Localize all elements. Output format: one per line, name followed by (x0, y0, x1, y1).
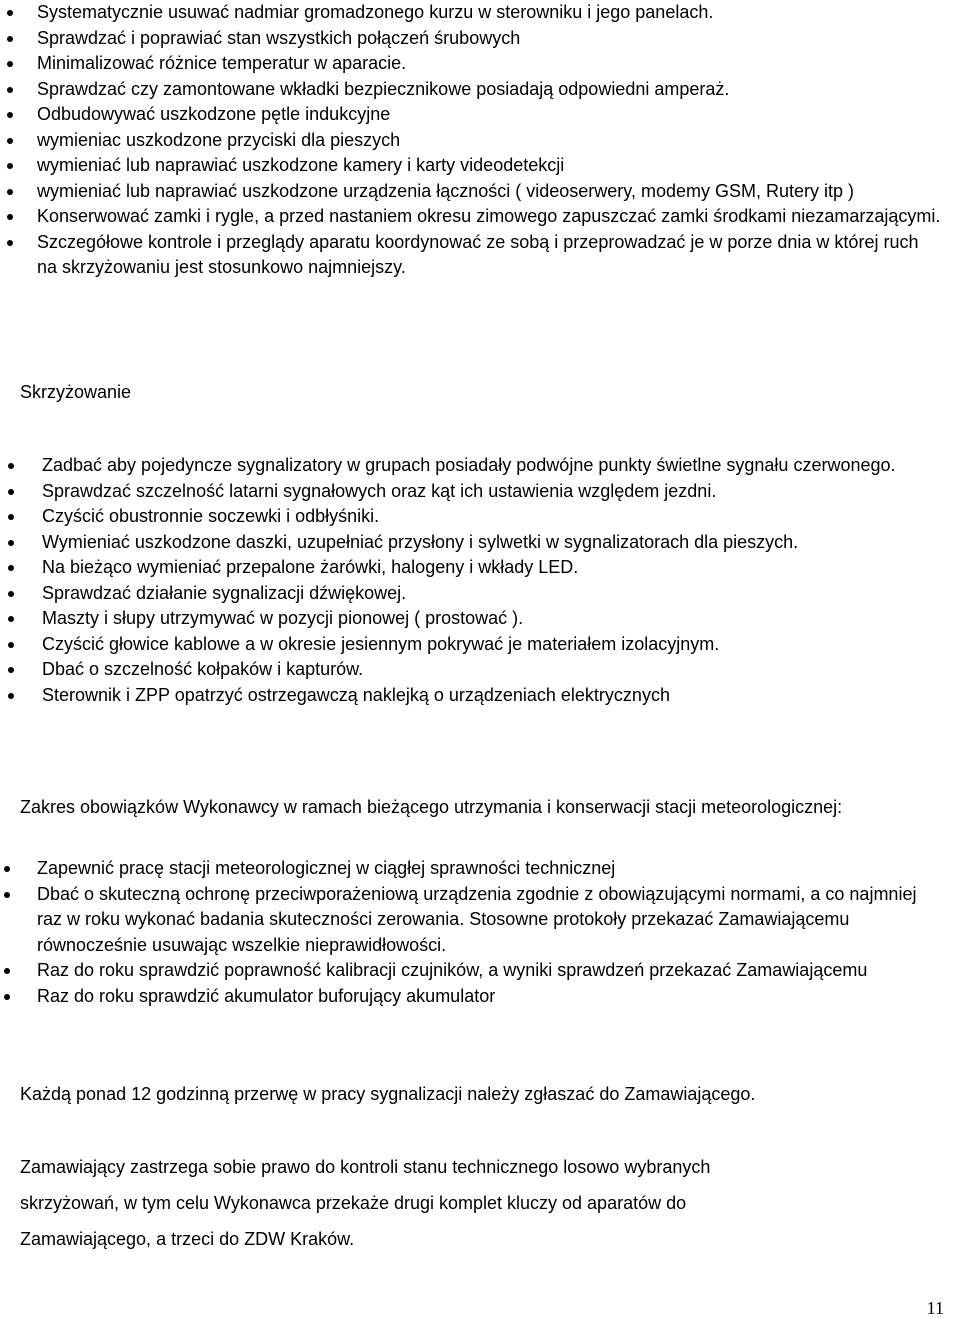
list-item: Sprawdzać i poprawiać stan wszystkich połączeń śrubowych (37, 26, 942, 52)
maintenance-list-controller (37, 0, 942, 281)
section-heading-skrzyzowanie: Skrzyżowanie (20, 382, 132, 402)
list-item: wymieniać lub naprawiać uszkodzone urządzenia łączności ( videoserwery, modemy GSM, Rutery itp ) (37, 179, 942, 205)
maintenance-list-meteo-station (37, 856, 942, 1009)
list-item: Dbać o skuteczną ochronę przeciwporażeniową urządzenia zgodnie z obowiązującymi normami, a co najmniej raz w roku wykonać badania skuteczności zerowania. Stosowne protokoły przekazać Zamawiającemu równocześnie usuwając wszelkie nieprawidłowości. (37, 882, 942, 959)
list-item: Konserwować zamki i rygle, a przed nastaniem okresu zimowego zapuszczać zamki środkami niezamarzającymi. (37, 204, 942, 230)
list-item: Raz do roku sprawdzić poprawność kalibracji czujników, a wyniki sprawdzeń przekazać Zamawiającemu (37, 958, 942, 984)
page-number: 11 (926, 1298, 944, 1318)
list-item: Dbać o szczelność kołpaków i kapturów. (42, 657, 957, 683)
list-item: Zadbać aby pojedyncze sygnalizatory w grupach posiadały podwójne punkty świetlne sygnału czerwonego. (42, 453, 957, 479)
list-item: Sprawdzać czy zamontowane wkładki bezpiecznikowe posiadają odpowiedni amperaż. (37, 77, 942, 103)
list-item: wymieniać lub naprawiać uszkodzone kamery i karty videodetekcji (37, 153, 942, 179)
list-item: Sterownik i ZPP opatrzyć ostrzegawczą naklejką o urządzeniach elektrycznych (42, 683, 957, 709)
paragraph-inspection-rights: Zamawiający zastrzega sobie prawo do kontroli stanu technicznego losowo wybranych skrzyżowań, w tym celu Wykonawca przekaże drugi komplet kluczy od aparatów do Zamawiającego, a trzeci do ZDW Kraków. (20, 1157, 711, 1249)
list-item: wymieniac uszkodzone przyciski dla pieszych (37, 128, 942, 154)
list-item: Maszty i słupy utrzymywać w pozycji pionowej ( prostować ). (42, 606, 957, 632)
list-item: Czyścić obustronnie soczewki i odbłyśniki. (42, 504, 957, 530)
list-item: Odbudowywać uszkodzone pętle indukcyjne (37, 102, 942, 128)
list-item: Minimalizować różnice temperatur w aparacie. (37, 51, 942, 77)
section-heading-meteo-station: Zakres obowiązków Wykonawcy w ramach bieżącego utrzymania i konserwacji stacji meteorologicznej: (20, 797, 843, 817)
list-item: Sprawdzać działanie sygnalizacji dźwiękowej. (42, 581, 957, 607)
list-item: Systematycznie usuwać nadmiar gromadzonego kurzu w sterowniku i jego panelach. (37, 0, 942, 26)
list-item: Szczegółowe kontrole i przeglądy aparatu koordynować ze sobą i przeprowadzać je w porze dnia w której ruch na skrzyżowaniu jest stosunkowo najmniejszy. (37, 230, 942, 281)
list-item: Raz do roku sprawdzić akumulator buforujący akumulator (37, 984, 942, 1010)
list-item: Wymieniać uszkodzone daszki, uzupełniać przysłony i sylwetki w sygnalizatorach dla pieszych. (42, 530, 957, 556)
list-item: Zapewnić pracę stacji meteorologicznej w ciągłej sprawności technicznej (37, 856, 942, 882)
paragraph-break-reporting: Każdą ponad 12 godzinną przerwę w pracy sygnalizacji należy zgłaszać do Zamawiającego. (20, 1084, 756, 1104)
list-item: Sprawdzać szczelność latarni sygnałowych oraz kąt ich ustawienia względem jezdni. (42, 479, 957, 505)
maintenance-list-intersection (42, 453, 957, 708)
list-item: Czyścić głowice kablowe a w okresie jesiennym pokrywać je materiałem izolacyjnym. (42, 632, 957, 658)
list-item: Na bieżąco wymieniać przepalone żarówki, halogeny i wkłady LED. (42, 555, 957, 581)
